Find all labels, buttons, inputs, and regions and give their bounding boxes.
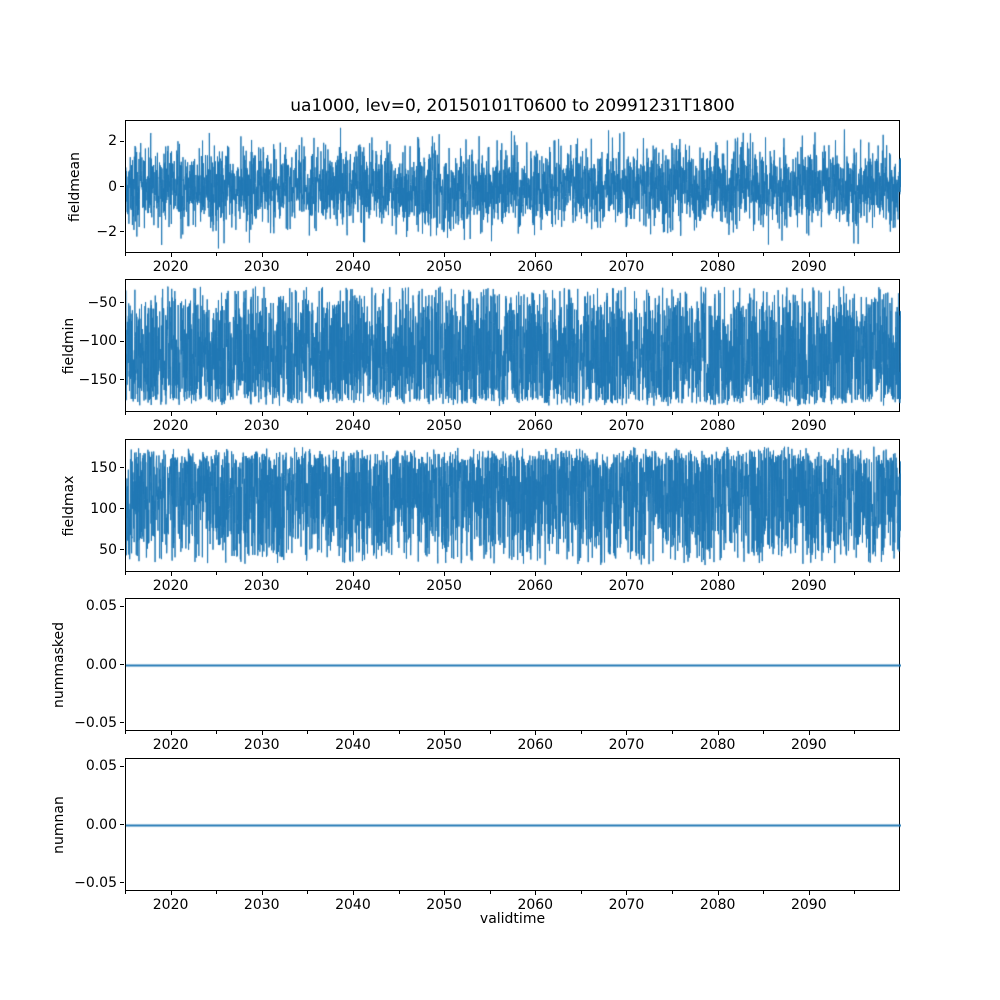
x-tick [171,253,172,257]
y-tick [120,141,124,142]
x-tick-label: 2040 [335,897,371,913]
x-minor-tick [763,253,764,256]
x-tick-label: 2030 [243,737,280,753]
y-tick-label: −150 [78,371,117,388]
x-minor-tick [854,731,855,734]
x-minor-tick [399,731,400,734]
x-minor-tick [581,891,582,894]
x-tick-label: 2030 [243,259,280,275]
y-tick-label: 0.05 [85,598,117,615]
x-tick-label: 2070 [608,259,645,275]
x-tick [353,412,354,416]
x-tick [718,891,719,895]
x-minor-tick [307,891,308,894]
x-minor-tick [216,731,217,734]
x-minor-tick [763,572,764,575]
x-tick-label: 2050 [426,737,462,753]
x-tick [809,572,810,576]
x-tick [262,572,263,576]
x-tick [809,731,810,735]
x-tick-label: 2030 [243,578,280,594]
x-tick [626,572,627,576]
x-tick-label: 2040 [335,737,371,753]
y-tick [120,302,124,303]
x-minor-tick [399,572,400,575]
x-minor-tick [581,572,582,575]
x-minor-tick [307,412,308,415]
y-tick-label: 100 [90,500,117,517]
x-tick-label: 2040 [335,259,371,275]
y-tick-label: 0.00 [85,656,117,673]
x-tick-label: 2020 [152,418,189,434]
x-tick-label: 2050 [426,259,462,275]
x-minor-tick [490,731,491,734]
subplot-numnan [125,758,900,891]
x-tick-label: 2080 [699,578,736,594]
y-tick [120,341,124,342]
x-minor-tick [763,412,764,415]
y-tick [120,882,124,883]
x-minor-tick [581,253,582,256]
x-minor-tick [490,572,491,575]
y-tick [120,824,124,825]
x-minor-tick [399,412,400,415]
y-axis-label-fieldmin: fieldmin [61,317,77,374]
y-tick [120,766,124,767]
x-minor-tick [490,412,491,415]
series-line-fieldmax [126,440,901,573]
y-tick-label: −0.05 [74,874,117,891]
y-tick-label: 0.05 [85,758,117,775]
figure-title: ua1000, lev=0, 20150101T0600 to 20991231T1800 [290,96,735,116]
x-tick-label: 2090 [790,259,827,275]
x-minor-tick [854,412,855,415]
x-tick [626,412,627,416]
x-minor-tick [763,891,764,894]
x-tick [171,412,172,416]
x-tick [353,253,354,257]
series-line-fieldmin [126,280,901,413]
y-axis-label-fieldmean: fieldmean [67,151,83,222]
y-tick-label: −0.05 [74,714,117,731]
x-minor-tick [490,891,491,894]
x-tick [718,731,719,735]
y-tick-label: 150 [90,459,117,476]
y-tick-label: 2 [108,133,117,150]
x-minor-tick [763,731,764,734]
x-tick [444,891,445,895]
y-axis-label-fieldmax: fieldmax [61,475,77,536]
y-tick-label: 0.00 [85,816,117,833]
x-tick [171,572,172,576]
y-tick [120,722,124,723]
x-tick-label: 2070 [608,578,645,594]
y-tick [120,379,124,380]
x-tick [262,412,263,416]
x-tick [535,891,536,895]
x-tick [809,891,810,895]
x-minor-tick [216,572,217,575]
y-tick [120,231,124,232]
x-tick [535,253,536,257]
x-tick-label: 2040 [335,418,371,434]
series-line-numnan [126,759,901,892]
y-tick-label: −100 [78,333,117,350]
x-tick [626,731,627,735]
x-minor-tick [672,891,673,894]
x-tick [626,891,627,895]
x-minor-tick [307,572,308,575]
x-tick-label: 2050 [426,578,462,594]
x-minor-tick [490,253,491,256]
x-minor-tick [854,572,855,575]
x-tick-label: 2020 [152,578,189,594]
x-minor-tick [672,731,673,734]
x-tick [809,253,810,257]
y-tick-label: −2 [96,223,117,240]
x-tick-label: 2090 [790,578,827,594]
x-axis-label: validtime [479,911,546,927]
x-minor-tick [216,891,217,894]
y-tick [120,508,124,509]
x-minor-tick [125,412,126,415]
x-tick-label: 2030 [243,897,280,913]
x-minor-tick [672,412,673,415]
x-tick [353,572,354,576]
x-tick-label: 2080 [699,897,736,913]
x-tick [535,731,536,735]
x-tick [262,253,263,257]
series-line-nummasked [126,599,901,732]
y-tick [120,549,124,550]
x-tick-label: 2070 [608,897,645,913]
subplot-fieldmin [125,279,900,412]
y-tick [120,186,124,187]
x-tick-label: 2040 [335,578,371,594]
x-tick [626,253,627,257]
x-tick-label: 2090 [790,418,827,434]
x-tick [444,572,445,576]
x-minor-tick [216,253,217,256]
x-tick [171,891,172,895]
x-minor-tick [125,891,126,894]
x-tick-label: 2060 [517,418,554,434]
x-tick-label: 2050 [426,418,462,434]
x-tick [535,572,536,576]
x-tick-label: 2080 [699,737,736,753]
x-minor-tick [854,891,855,894]
x-tick [718,572,719,576]
x-tick-label: 2060 [517,259,554,275]
y-axis-label-nummasked: nummasked [51,621,67,708]
x-minor-tick [672,572,673,575]
x-minor-tick [216,412,217,415]
x-minor-tick [399,891,400,894]
y-tick-label: −50 [87,294,117,311]
x-minor-tick [125,572,126,575]
x-minor-tick [307,253,308,256]
x-tick [262,891,263,895]
x-tick [444,731,445,735]
x-minor-tick [581,412,582,415]
x-tick [535,412,536,416]
x-minor-tick [125,253,126,256]
subplot-fieldmean [125,120,900,253]
x-tick [444,253,445,257]
x-tick [718,253,719,257]
x-tick-label: 2060 [517,897,554,913]
x-minor-tick [125,731,126,734]
y-tick [120,467,124,468]
x-minor-tick [672,253,673,256]
subplot-fieldmax [125,439,900,572]
x-tick-label: 2090 [790,897,827,913]
x-tick-label: 2030 [243,418,280,434]
x-tick-label: 2060 [517,737,554,753]
y-tick-label: 50 [99,541,117,558]
x-tick [171,731,172,735]
x-tick [444,412,445,416]
x-minor-tick [854,253,855,256]
x-tick-label: 2020 [152,897,189,913]
subplot-nummasked [125,598,900,731]
x-tick [718,412,719,416]
x-minor-tick [307,731,308,734]
x-tick-label: 2080 [699,259,736,275]
y-tick [120,664,124,665]
x-tick-label: 2090 [790,737,827,753]
y-tick-label: 0 [108,178,117,195]
x-tick-label: 2020 [152,259,189,275]
y-axis-label-numnan: numnan [51,795,67,854]
x-minor-tick [581,731,582,734]
x-minor-tick [399,253,400,256]
x-tick [809,412,810,416]
x-tick-label: 2070 [608,737,645,753]
x-tick-label: 2020 [152,737,189,753]
x-tick [262,731,263,735]
series-line-fieldmean [126,121,901,254]
y-tick [120,606,124,607]
x-tick-label: 2060 [517,578,554,594]
x-tick [353,891,354,895]
x-tick-label: 2050 [426,897,462,913]
x-tick [353,731,354,735]
x-tick-label: 2070 [608,418,645,434]
x-tick-label: 2080 [699,418,736,434]
